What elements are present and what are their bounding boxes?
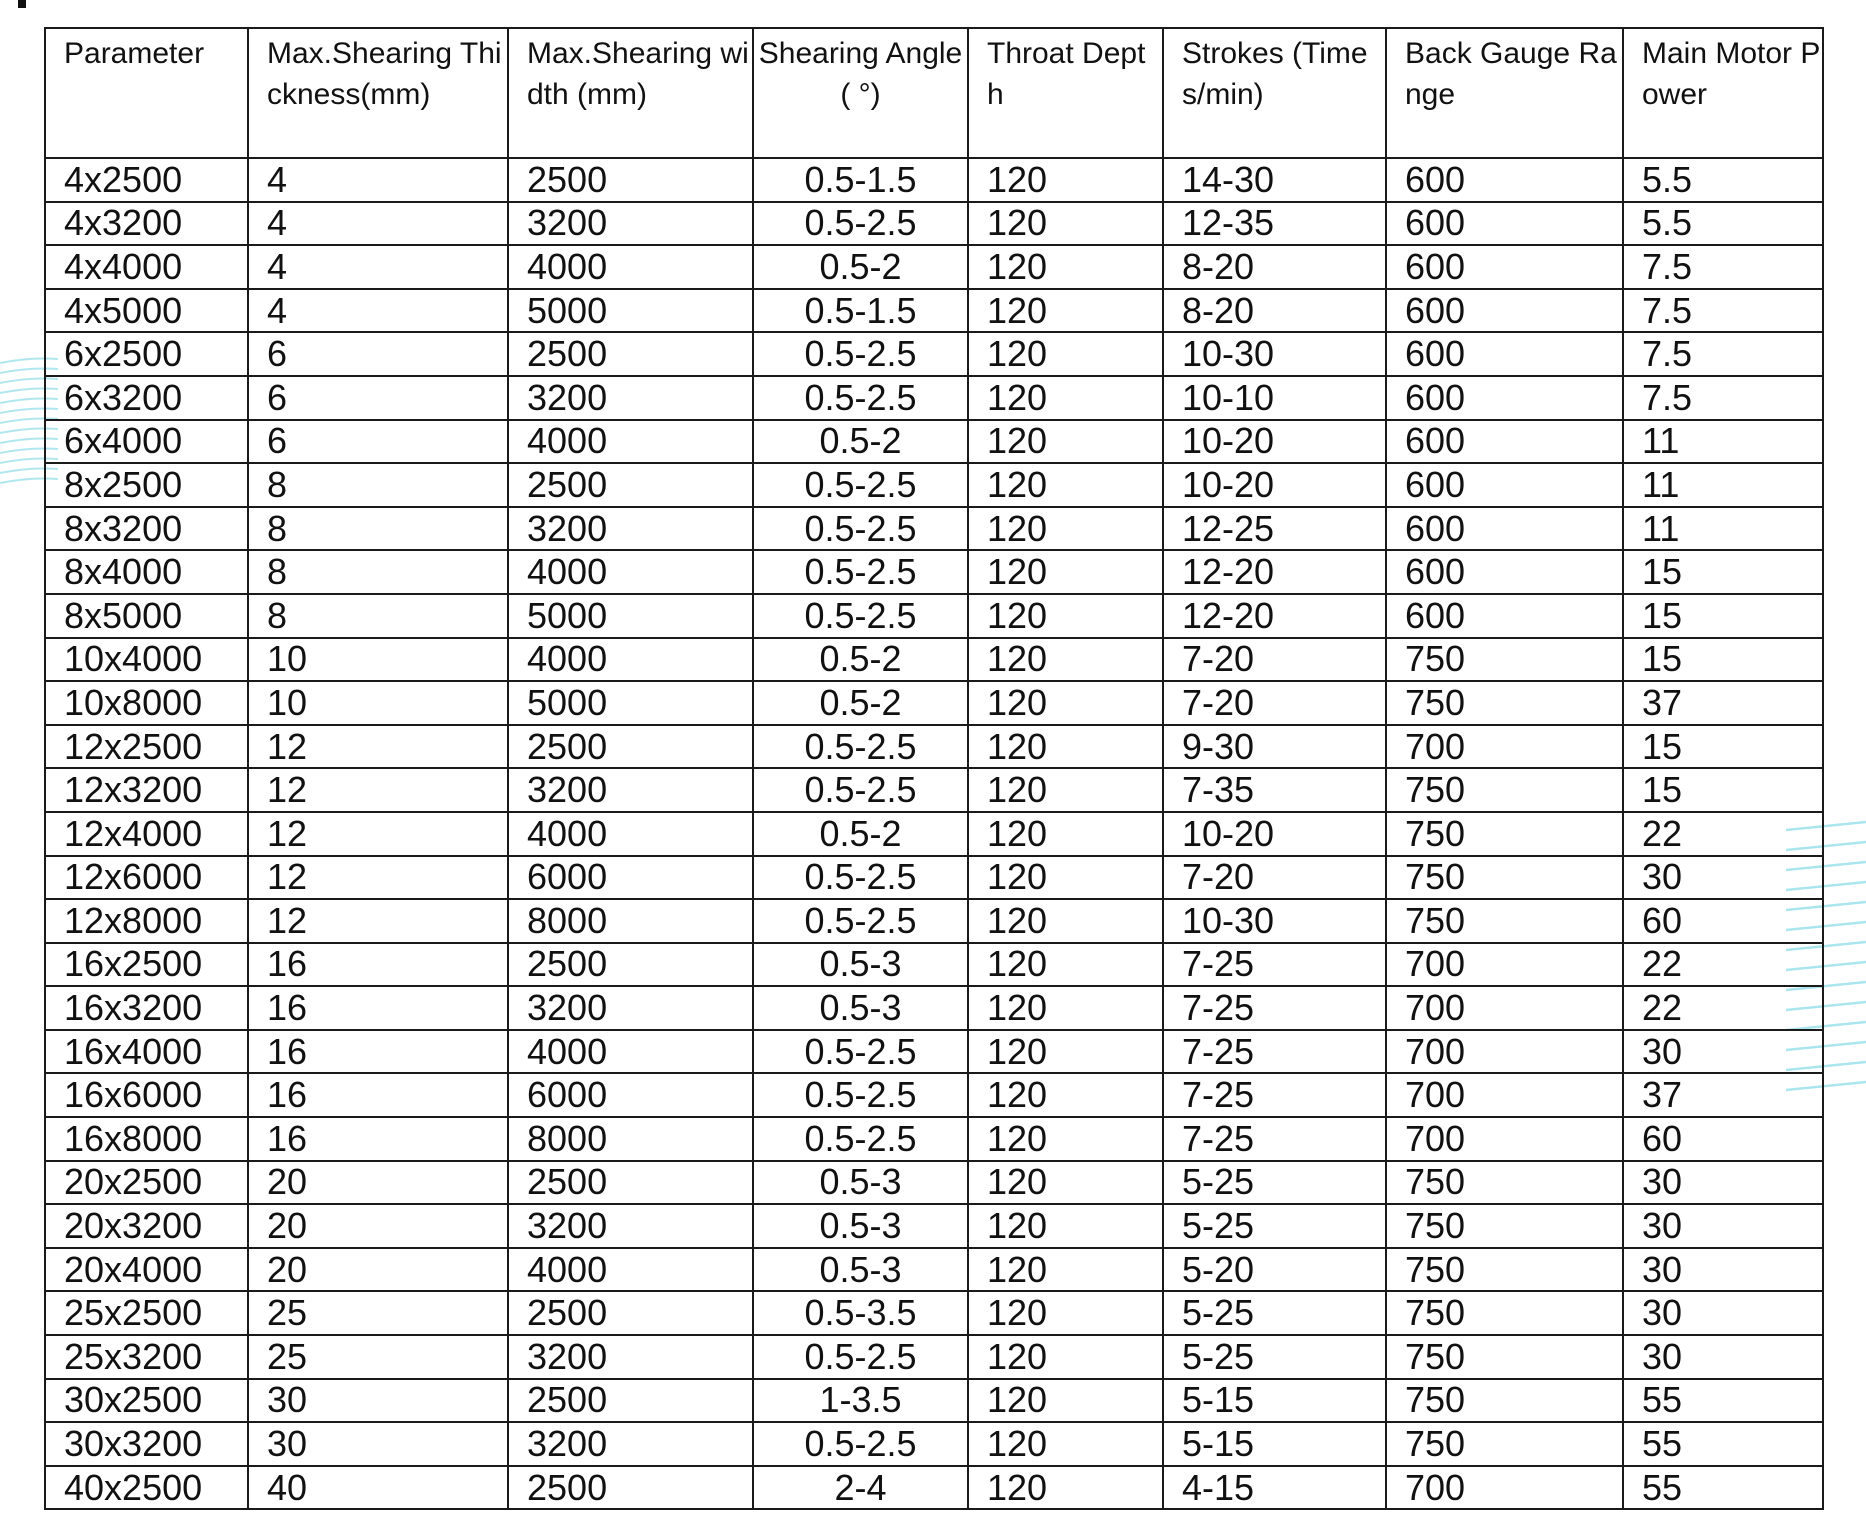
cell-thickness: 30 [248, 1379, 508, 1423]
table-row [45, 202, 1823, 246]
cell-strokes: 10-10 [1163, 376, 1386, 420]
cell-angle: 0.5-2.5 [753, 899, 968, 943]
table-row [45, 289, 1823, 333]
cell-thickness: 25 [248, 1291, 508, 1335]
cell-motor-power: 37 [1623, 681, 1823, 725]
cell-width: 2500 [508, 332, 753, 376]
cell-angle: 0.5-3 [753, 1204, 968, 1248]
cell-angle: 0.5-3.5 [753, 1291, 968, 1335]
cell-parameter: 6x3200 [45, 376, 248, 420]
cell-angle: 0.5-2.5 [753, 1335, 968, 1379]
cell-motor-power: 15 [1623, 638, 1823, 682]
cell-width: 4000 [508, 550, 753, 594]
cell-strokes: 9-30 [1163, 725, 1386, 769]
cell-back-gauge: 700 [1386, 1073, 1623, 1117]
cell-parameter: 20x3200 [45, 1204, 248, 1248]
cell-throat-depth: 120 [968, 943, 1163, 987]
cell-parameter: 8x2500 [45, 463, 248, 507]
cell-strokes: 5-20 [1163, 1248, 1386, 1292]
table-row [45, 986, 1823, 1030]
table-row [45, 1379, 1823, 1423]
cell-angle: 0.5-2.5 [753, 332, 968, 376]
cell-back-gauge: 700 [1386, 1466, 1623, 1510]
cell-angle: 0.5-2.5 [753, 594, 968, 638]
cell-motor-power: 37 [1623, 1073, 1823, 1117]
cell-parameter: 20x4000 [45, 1248, 248, 1292]
cell-back-gauge: 750 [1386, 899, 1623, 943]
cell-motor-power: 30 [1623, 856, 1823, 900]
cell-width: 2500 [508, 1291, 753, 1335]
cell-angle: 0.5-2 [753, 638, 968, 682]
cell-motor-power: 60 [1623, 1117, 1823, 1161]
table-row [45, 1466, 1823, 1510]
cell-width: 3200 [508, 1422, 753, 1466]
cell-thickness: 6 [248, 376, 508, 420]
cell-throat-depth: 120 [968, 725, 1163, 769]
cell-back-gauge: 700 [1386, 943, 1623, 987]
cell-back-gauge: 750 [1386, 1335, 1623, 1379]
cell-thickness: 8 [248, 594, 508, 638]
cell-width: 6000 [508, 1073, 753, 1117]
cell-width: 6000 [508, 856, 753, 900]
cell-throat-depth: 120 [968, 856, 1163, 900]
cell-width: 4000 [508, 420, 753, 464]
cell-thickness: 6 [248, 420, 508, 464]
cell-strokes: 7-25 [1163, 1117, 1386, 1161]
cell-motor-power: 30 [1623, 1204, 1823, 1248]
cell-angle: 2-4 [753, 1466, 968, 1510]
cell-back-gauge: 600 [1386, 245, 1623, 289]
cell-angle: 0.5-2.5 [753, 463, 968, 507]
cell-motor-power: 11 [1623, 463, 1823, 507]
table-row [45, 1204, 1823, 1248]
cell-throat-depth: 120 [968, 1291, 1163, 1335]
cell-parameter: 12x3200 [45, 768, 248, 812]
cell-motor-power: 7.5 [1623, 245, 1823, 289]
cell-parameter: 12x6000 [45, 856, 248, 900]
cell-angle: 0.5-2.5 [753, 202, 968, 246]
cell-motor-power: 60 [1623, 899, 1823, 943]
cell-angle: 0.5-2.5 [753, 768, 968, 812]
cell-parameter: 8x3200 [45, 507, 248, 551]
cell-strokes: 7-25 [1163, 1073, 1386, 1117]
cell-throat-depth: 120 [968, 812, 1163, 856]
table-row [45, 1335, 1823, 1379]
cell-parameter: 16x8000 [45, 1117, 248, 1161]
cell-strokes: 7-25 [1163, 943, 1386, 987]
cell-thickness: 8 [248, 507, 508, 551]
cell-strokes: 5-25 [1163, 1291, 1386, 1335]
cell-strokes: 10-20 [1163, 463, 1386, 507]
cell-strokes: 10-30 [1163, 899, 1386, 943]
cell-motor-power: 55 [1623, 1466, 1823, 1510]
cell-thickness: 6 [248, 332, 508, 376]
cell-motor-power: 30 [1623, 1030, 1823, 1074]
cell-width: 5000 [508, 289, 753, 333]
cell-strokes: 4-15 [1163, 1466, 1386, 1510]
table-row [45, 1422, 1823, 1466]
cell-motor-power: 5.5 [1623, 158, 1823, 202]
cell-strokes: 12-20 [1163, 594, 1386, 638]
cell-back-gauge: 750 [1386, 1291, 1623, 1335]
cell-throat-depth: 120 [968, 768, 1163, 812]
table-row [45, 725, 1823, 769]
cell-thickness: 20 [248, 1161, 508, 1205]
cell-motor-power: 15 [1623, 768, 1823, 812]
cell-width: 2500 [508, 158, 753, 202]
cell-back-gauge: 750 [1386, 768, 1623, 812]
header-parameter: Parameter [45, 28, 248, 158]
cell-thickness: 8 [248, 463, 508, 507]
cell-thickness: 16 [248, 1073, 508, 1117]
cell-width: 2500 [508, 1379, 753, 1423]
cell-strokes: 12-20 [1163, 550, 1386, 594]
cell-width: 4000 [508, 245, 753, 289]
cell-back-gauge: 600 [1386, 332, 1623, 376]
cell-angle: 0.5-1.5 [753, 158, 968, 202]
cell-throat-depth: 120 [968, 158, 1163, 202]
cell-motor-power: 7.5 [1623, 376, 1823, 420]
header-max-shearing-thickness: Max.Shearing Thickness(mm) [248, 28, 508, 158]
cell-back-gauge: 600 [1386, 420, 1623, 464]
cell-throat-depth: 120 [968, 332, 1163, 376]
cell-parameter: 25x2500 [45, 1291, 248, 1335]
table-row [45, 594, 1823, 638]
cell-motor-power: 30 [1623, 1248, 1823, 1292]
cell-parameter: 6x4000 [45, 420, 248, 464]
cell-parameter: 30x3200 [45, 1422, 248, 1466]
cell-width: 2500 [508, 1466, 753, 1510]
cell-width: 3200 [508, 376, 753, 420]
cell-strokes: 10-20 [1163, 812, 1386, 856]
cell-motor-power: 22 [1623, 986, 1823, 1030]
cell-width: 5000 [508, 681, 753, 725]
cell-thickness: 30 [248, 1422, 508, 1466]
cell-throat-depth: 120 [968, 1379, 1163, 1423]
cell-strokes: 7-20 [1163, 638, 1386, 682]
cell-motor-power: 11 [1623, 420, 1823, 464]
cell-throat-depth: 120 [968, 1335, 1163, 1379]
cell-strokes: 14-30 [1163, 158, 1386, 202]
cell-angle: 0.5-2.5 [753, 856, 968, 900]
cell-parameter: 4x4000 [45, 245, 248, 289]
cell-strokes: 10-20 [1163, 420, 1386, 464]
cell-back-gauge: 600 [1386, 463, 1623, 507]
cell-angle: 0.5-2.5 [753, 1117, 968, 1161]
cell-strokes: 10-30 [1163, 332, 1386, 376]
cell-thickness: 16 [248, 943, 508, 987]
cell-back-gauge: 600 [1386, 289, 1623, 333]
cell-parameter: 20x2500 [45, 1161, 248, 1205]
cell-width: 3200 [508, 768, 753, 812]
cell-thickness: 20 [248, 1248, 508, 1292]
cell-thickness: 12 [248, 768, 508, 812]
cell-throat-depth: 120 [968, 420, 1163, 464]
cell-throat-depth: 120 [968, 1204, 1163, 1248]
cell-motor-power: 30 [1623, 1161, 1823, 1205]
cell-strokes: 5-15 [1163, 1379, 1386, 1423]
cell-thickness: 20 [248, 1204, 508, 1248]
cell-thickness: 12 [248, 856, 508, 900]
table-row [45, 1291, 1823, 1335]
cell-angle: 0.5-3 [753, 1248, 968, 1292]
cell-parameter: 4x2500 [45, 158, 248, 202]
header-row [45, 28, 1823, 158]
cell-strokes: 8-20 [1163, 289, 1386, 333]
cell-thickness: 12 [248, 725, 508, 769]
cell-thickness: 4 [248, 202, 508, 246]
cell-strokes: 7-20 [1163, 856, 1386, 900]
cell-back-gauge: 750 [1386, 681, 1623, 725]
cell-back-gauge: 750 [1386, 856, 1623, 900]
cell-thickness: 16 [248, 986, 508, 1030]
cell-throat-depth: 120 [968, 681, 1163, 725]
cell-angle: 0.5-2 [753, 245, 968, 289]
cell-throat-depth: 120 [968, 1161, 1163, 1205]
table-row [45, 463, 1823, 507]
table-row [45, 1117, 1823, 1161]
cell-parameter: 8x5000 [45, 594, 248, 638]
cell-parameter: 30x2500 [45, 1379, 248, 1423]
cell-thickness: 4 [248, 158, 508, 202]
cell-thickness: 25 [248, 1335, 508, 1379]
cell-width: 2500 [508, 725, 753, 769]
table-row [45, 507, 1823, 551]
cell-strokes: 5-25 [1163, 1204, 1386, 1248]
cell-width: 2500 [508, 463, 753, 507]
cell-parameter: 16x3200 [45, 986, 248, 1030]
header-max-shearing-width: Max.Shearing width (mm) [508, 28, 753, 158]
cell-width: 3200 [508, 986, 753, 1030]
cell-back-gauge: 750 [1386, 638, 1623, 682]
cell-back-gauge: 750 [1386, 1204, 1623, 1248]
cell-back-gauge: 750 [1386, 1248, 1623, 1292]
cell-width: 2500 [508, 943, 753, 987]
cell-width: 4000 [508, 638, 753, 682]
cell-throat-depth: 120 [968, 463, 1163, 507]
cell-motor-power: 22 [1623, 943, 1823, 987]
cell-width: 3200 [508, 507, 753, 551]
cell-throat-depth: 120 [968, 550, 1163, 594]
cell-back-gauge: 700 [1386, 1117, 1623, 1161]
cell-width: 5000 [508, 594, 753, 638]
table-row [45, 332, 1823, 376]
cell-strokes: 7-25 [1163, 1030, 1386, 1074]
cell-thickness: 16 [248, 1030, 508, 1074]
cell-back-gauge: 600 [1386, 158, 1623, 202]
cell-back-gauge: 600 [1386, 507, 1623, 551]
cell-angle: 1-3.5 [753, 1379, 968, 1423]
table-row [45, 1030, 1823, 1074]
cell-back-gauge: 750 [1386, 812, 1623, 856]
cell-back-gauge: 750 [1386, 1161, 1623, 1205]
cell-throat-depth: 120 [968, 638, 1163, 682]
cell-width: 3200 [508, 1335, 753, 1379]
cell-motor-power: 30 [1623, 1291, 1823, 1335]
cell-motor-power: 15 [1623, 550, 1823, 594]
header-strokes: Strokes (Times/min) [1163, 28, 1386, 158]
cell-parameter: 16x4000 [45, 1030, 248, 1074]
cell-thickness: 16 [248, 1117, 508, 1161]
table-row [45, 812, 1823, 856]
cell-width: 4000 [508, 1030, 753, 1074]
cell-strokes: 7-20 [1163, 681, 1386, 725]
cell-width: 8000 [508, 899, 753, 943]
cell-back-gauge: 700 [1386, 1030, 1623, 1074]
cell-back-gauge: 700 [1386, 986, 1623, 1030]
cell-parameter: 6x2500 [45, 332, 248, 376]
cell-parameter: 10x8000 [45, 681, 248, 725]
cell-motor-power: 7.5 [1623, 332, 1823, 376]
cell-throat-depth: 120 [968, 1073, 1163, 1117]
cell-motor-power: 22 [1623, 812, 1823, 856]
cell-back-gauge: 750 [1386, 1379, 1623, 1423]
header-throat-depth: Throat Depth [968, 28, 1163, 158]
cell-width: 8000 [508, 1117, 753, 1161]
cell-thickness: 10 [248, 638, 508, 682]
cell-strokes: 5-25 [1163, 1161, 1386, 1205]
cell-angle: 0.5-2.5 [753, 1422, 968, 1466]
cell-thickness: 8 [248, 550, 508, 594]
cell-parameter: 16x2500 [45, 943, 248, 987]
cell-back-gauge: 600 [1386, 376, 1623, 420]
table-row [45, 1073, 1823, 1117]
cell-motor-power: 55 [1623, 1379, 1823, 1423]
table-row [45, 638, 1823, 682]
cell-strokes: 12-25 [1163, 507, 1386, 551]
table-row [45, 1248, 1823, 1292]
cell-thickness: 40 [248, 1466, 508, 1510]
cell-angle: 0.5-3 [753, 943, 968, 987]
table-row [45, 420, 1823, 464]
header-back-gauge-range: Back Gauge Range [1386, 28, 1623, 158]
cell-throat-depth: 120 [968, 289, 1163, 333]
header-main-motor-power: Main Motor Power [1623, 28, 1823, 158]
cell-motor-power: 30 [1623, 1335, 1823, 1379]
cell-angle: 0.5-3 [753, 986, 968, 1030]
cell-throat-depth: 120 [968, 986, 1163, 1030]
cell-motor-power: 15 [1623, 594, 1823, 638]
header-shearing-angle: Shearing Angle( °) [753, 28, 968, 158]
cell-parameter: 40x2500 [45, 1466, 248, 1510]
cell-width: 3200 [508, 202, 753, 246]
table-row [45, 856, 1823, 900]
cell-parameter: 12x2500 [45, 725, 248, 769]
cell-angle: 0.5-2.5 [753, 1030, 968, 1074]
cell-strokes: 5-15 [1163, 1422, 1386, 1466]
cell-parameter: 10x4000 [45, 638, 248, 682]
cell-parameter: 16x6000 [45, 1073, 248, 1117]
cell-back-gauge: 600 [1386, 550, 1623, 594]
cell-motor-power: 11 [1623, 507, 1823, 551]
cell-parameter: 12x4000 [45, 812, 248, 856]
table-body [45, 158, 1823, 1509]
table-row [45, 376, 1823, 420]
table-row [45, 550, 1823, 594]
cell-motor-power: 55 [1623, 1422, 1823, 1466]
specification-table [44, 27, 1824, 1510]
cell-strokes: 7-25 [1163, 986, 1386, 1030]
cell-throat-depth: 120 [968, 899, 1163, 943]
cell-strokes: 8-20 [1163, 245, 1386, 289]
cell-throat-depth: 120 [968, 1248, 1163, 1292]
cell-throat-depth: 120 [968, 1422, 1163, 1466]
cell-motor-power: 5.5 [1623, 202, 1823, 246]
cell-strokes: 5-25 [1163, 1335, 1386, 1379]
cell-throat-depth: 120 [968, 376, 1163, 420]
corner-mark [18, 0, 26, 8]
cell-thickness: 12 [248, 899, 508, 943]
cell-parameter: 4x3200 [45, 202, 248, 246]
cell-angle: 0.5-2.5 [753, 376, 968, 420]
cell-throat-depth: 120 [968, 1466, 1163, 1510]
cell-angle: 0.5-2.5 [753, 725, 968, 769]
cell-parameter: 25x3200 [45, 1335, 248, 1379]
cell-angle: 0.5-2 [753, 420, 968, 464]
cell-thickness: 4 [248, 289, 508, 333]
cell-angle: 0.5-2.5 [753, 1073, 968, 1117]
cell-throat-depth: 120 [968, 1030, 1163, 1074]
cell-thickness: 12 [248, 812, 508, 856]
cell-width: 3200 [508, 1204, 753, 1248]
cell-back-gauge: 750 [1386, 1422, 1623, 1466]
cell-motor-power: 15 [1623, 725, 1823, 769]
cell-parameter: 4x5000 [45, 289, 248, 333]
cell-throat-depth: 120 [968, 245, 1163, 289]
table-row [45, 943, 1823, 987]
cell-throat-depth: 120 [968, 507, 1163, 551]
cell-angle: 0.5-2 [753, 681, 968, 725]
cell-back-gauge: 700 [1386, 725, 1623, 769]
cell-parameter: 12x8000 [45, 899, 248, 943]
cell-width: 2500 [508, 1161, 753, 1205]
cell-thickness: 4 [248, 245, 508, 289]
cell-angle: 0.5-2 [753, 812, 968, 856]
cell-parameter: 8x4000 [45, 550, 248, 594]
cell-angle: 0.5-2.5 [753, 550, 968, 594]
table-row [45, 681, 1823, 725]
cell-motor-power: 7.5 [1623, 289, 1823, 333]
cell-strokes: 12-35 [1163, 202, 1386, 246]
table-row [45, 899, 1823, 943]
cell-back-gauge: 600 [1386, 202, 1623, 246]
cell-throat-depth: 120 [968, 594, 1163, 638]
cell-angle: 0.5-3 [753, 1161, 968, 1205]
cell-back-gauge: 600 [1386, 594, 1623, 638]
cell-width: 4000 [508, 1248, 753, 1292]
cell-thickness: 10 [248, 681, 508, 725]
table-row [45, 245, 1823, 289]
cell-width: 4000 [508, 812, 753, 856]
cell-angle: 0.5-1.5 [753, 289, 968, 333]
table-row [45, 158, 1823, 202]
table-row [45, 768, 1823, 812]
table-row [45, 1161, 1823, 1205]
cell-throat-depth: 120 [968, 202, 1163, 246]
cell-angle: 0.5-2.5 [753, 507, 968, 551]
cell-strokes: 7-35 [1163, 768, 1386, 812]
cell-throat-depth: 120 [968, 1117, 1163, 1161]
